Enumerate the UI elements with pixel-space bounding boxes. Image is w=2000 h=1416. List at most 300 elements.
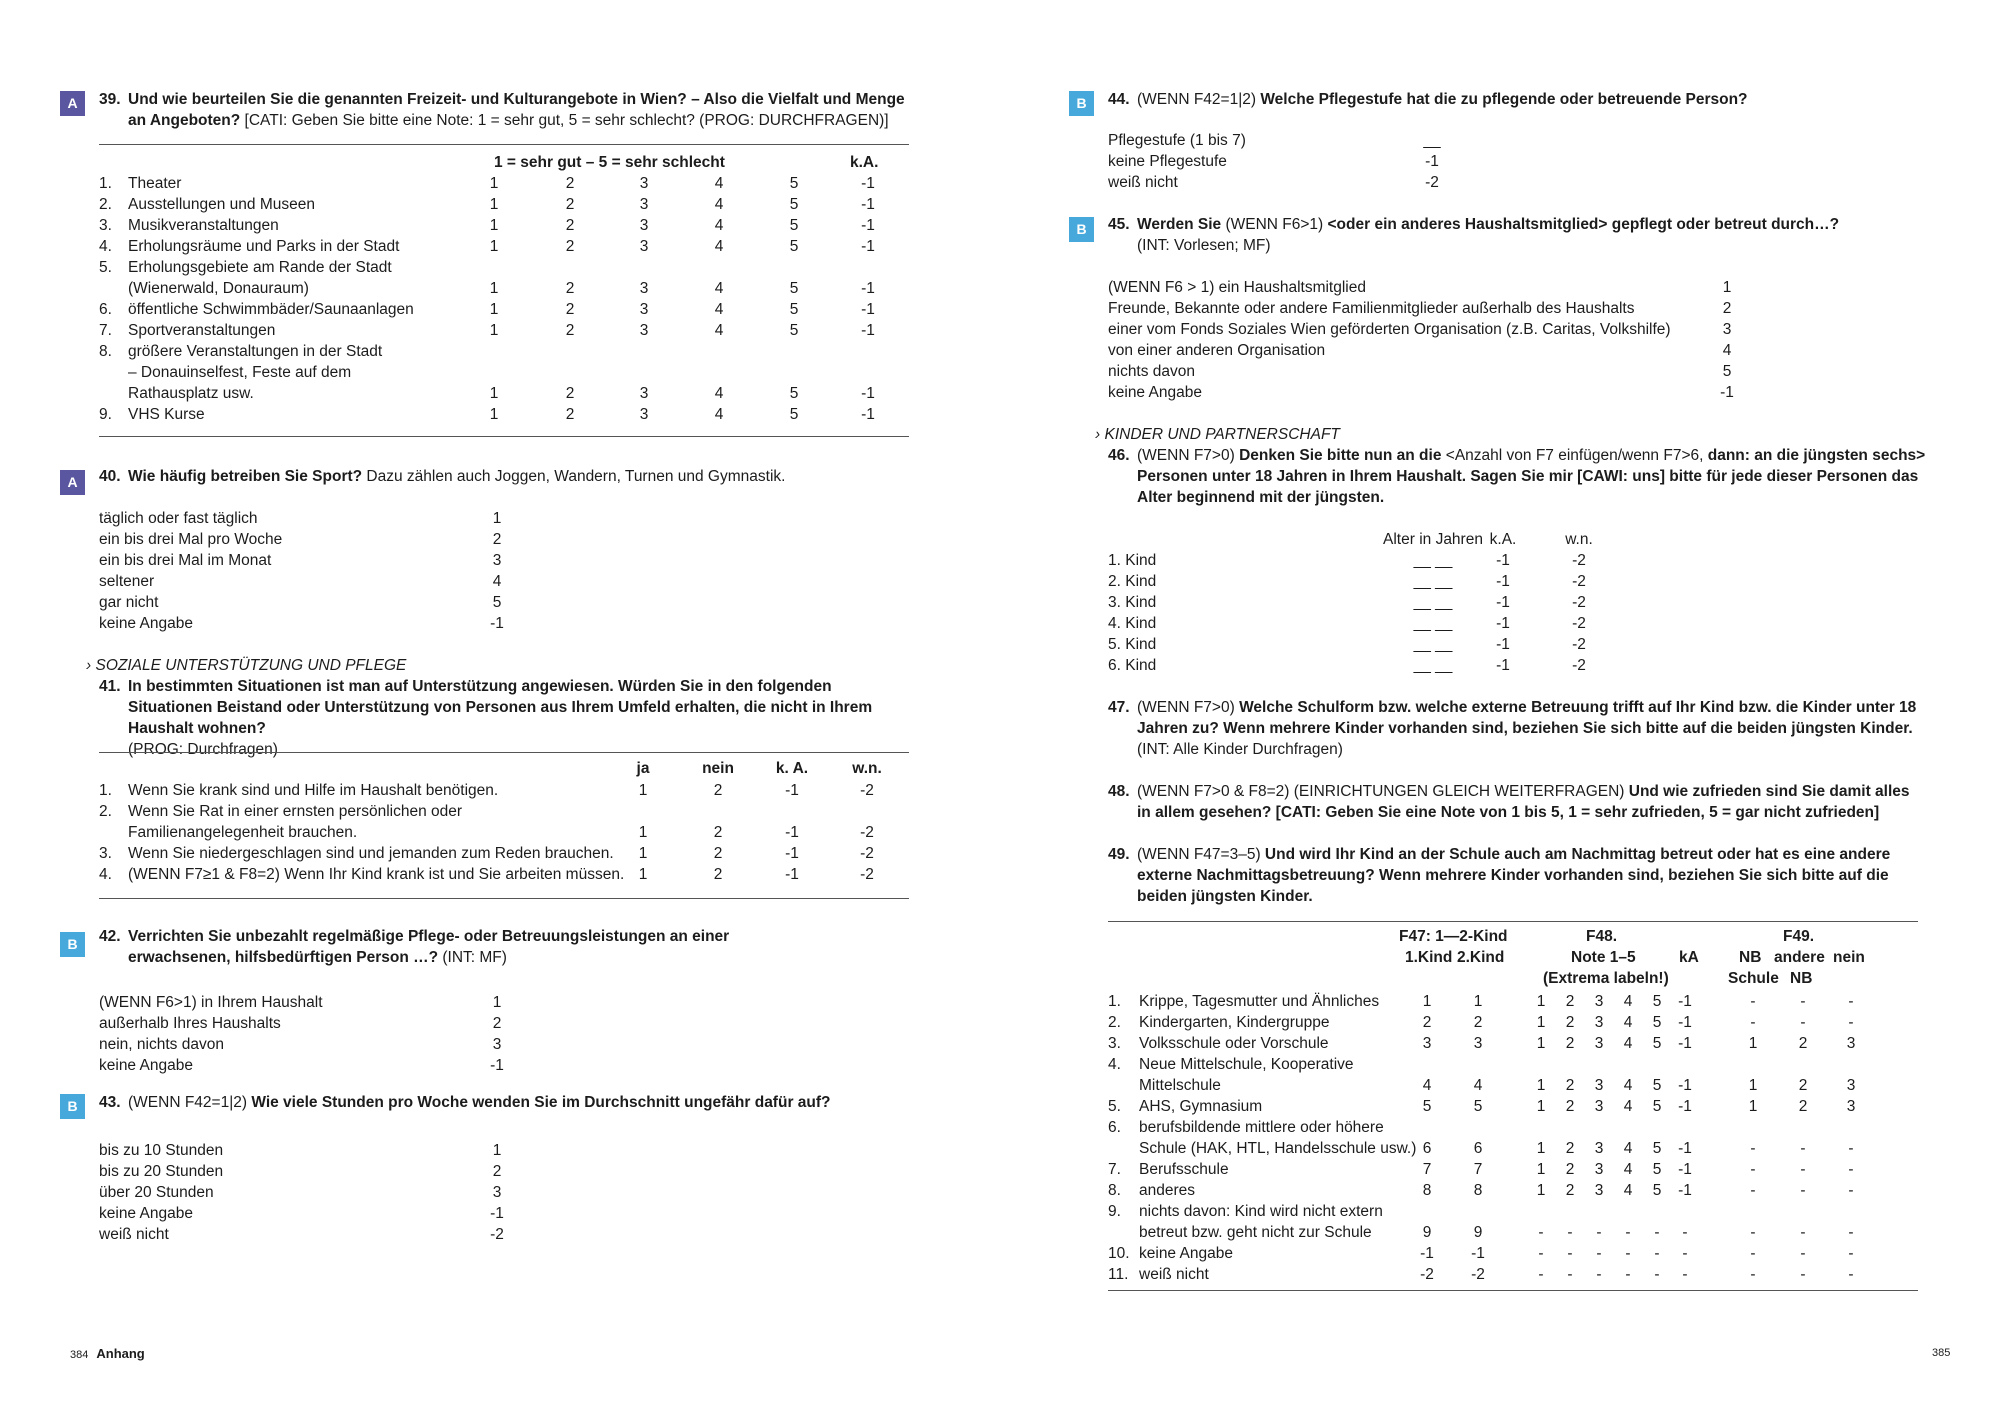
answer-code: -1 bbox=[861, 301, 875, 318]
item-label: Rathausplatz usw. bbox=[128, 385, 254, 402]
answer-code: - bbox=[1625, 1224, 1631, 1241]
item-number: 8. bbox=[99, 343, 112, 360]
answer-code: 4 bbox=[1623, 1140, 1633, 1157]
answer-code: - bbox=[1750, 1224, 1756, 1241]
answer-code: 5 bbox=[1652, 1182, 1662, 1199]
answer-code: 7 bbox=[1422, 1161, 1432, 1178]
answer-code: 5 bbox=[789, 385, 799, 402]
answer-code: -1 bbox=[861, 217, 875, 234]
answer-code: 5 bbox=[789, 406, 799, 423]
answer-code: 1 bbox=[489, 238, 499, 255]
answer-code: 4 bbox=[714, 301, 724, 318]
item-label: Familienangelegenheit brauchen. bbox=[128, 824, 358, 841]
answer-code: 1 bbox=[638, 845, 648, 862]
item-label: Wenn Sie niedergeschlagen sind und jemanden zum Reden brauchen. bbox=[128, 845, 614, 862]
column-header: Alter in Jahren bbox=[1383, 531, 1483, 548]
question-48-text: (WENN F7>0 & F8=2) (EINRICHTUNGEN GLEICH WEITERFRAGEN) Und wie zufrieden sind Sie damit alles in allem gesehen? [CATI: Geben Sie eine Note von 1 bis 5, 1 = sehr zufrieden, 5 = gar nicht zufrieden] bbox=[1137, 783, 1910, 821]
option-label: von einer anderen Organisation bbox=[1108, 342, 1326, 359]
item-label: berufsbildende mittlere oder höhere bbox=[1139, 1119, 1384, 1136]
age-blank: __ __ bbox=[1413, 573, 1453, 590]
option-label: nein, nichts davon bbox=[99, 1036, 224, 1053]
answer-code: -2 bbox=[1572, 552, 1586, 569]
item-number: 3. bbox=[1108, 1035, 1121, 1052]
answer-code: 2 bbox=[1565, 1014, 1575, 1031]
answer-code: -1 bbox=[1496, 657, 1510, 674]
q49-head-andere: andere bbox=[1774, 949, 1825, 966]
answer-code: 5 bbox=[1652, 1161, 1662, 1178]
answer-code: - bbox=[1682, 1245, 1688, 1262]
option-code: 1 bbox=[492, 1142, 502, 1159]
question-number-44: 44. bbox=[1108, 91, 1130, 108]
answer-code: 5 bbox=[789, 322, 799, 339]
answer-code: 2 bbox=[565, 406, 575, 423]
answer-code: -1 bbox=[1471, 1245, 1485, 1262]
answer-code: 5 bbox=[1652, 1014, 1662, 1031]
option-label: bis zu 20 Stunden bbox=[99, 1163, 224, 1180]
answer-code: 1 bbox=[489, 175, 499, 192]
age-blank: __ __ bbox=[1413, 594, 1453, 611]
answer-code: 4 bbox=[714, 385, 724, 402]
item-label: Mittelschule bbox=[1139, 1077, 1221, 1094]
item-number: 1. bbox=[1108, 993, 1121, 1010]
answer-code: - bbox=[1750, 1014, 1756, 1031]
q49-head-nb2: NB bbox=[1790, 970, 1813, 987]
answer-code: 3 bbox=[639, 406, 649, 423]
item-label: AHS, Gymnasium bbox=[1139, 1098, 1263, 1115]
item-number: 11. bbox=[1108, 1266, 1129, 1283]
answer-code: -1 bbox=[1678, 1077, 1692, 1094]
answer-code: - bbox=[1848, 1245, 1854, 1262]
answer-code: 1 bbox=[1536, 993, 1546, 1010]
answer-code: 7 bbox=[1473, 1161, 1483, 1178]
answer-code: 5 bbox=[789, 238, 799, 255]
q49-head-kind2: 2.Kind bbox=[1457, 949, 1505, 966]
answer-code: - bbox=[1800, 1182, 1806, 1199]
answer-code: 1 bbox=[1536, 1140, 1546, 1157]
answer-code: 4 bbox=[714, 406, 724, 423]
option-label: keine Angabe bbox=[99, 1205, 193, 1222]
section-heading-social-support: › SOZIALE UNTERSTÜTZUNG UND PFLEGE bbox=[86, 657, 407, 674]
question-number-45: 45. bbox=[1108, 216, 1130, 233]
item-label: Schule (HAK, HTL, Handelsschule usw.) bbox=[1139, 1140, 1417, 1157]
answer-code: 5 bbox=[789, 175, 799, 192]
answer-code: - bbox=[1750, 1140, 1756, 1157]
item-label: keine Angabe bbox=[1139, 1245, 1233, 1262]
option-label: weiß nicht bbox=[1108, 174, 1178, 191]
answer-code: -1 bbox=[861, 385, 875, 402]
answer-code: 5 bbox=[789, 217, 799, 234]
answer-code: 3 bbox=[1594, 993, 1604, 1010]
question-number-39: 39. bbox=[99, 91, 121, 108]
option-code: 1 bbox=[492, 510, 502, 527]
answer-code: - bbox=[1800, 1224, 1806, 1241]
answer-code: -1 bbox=[1496, 594, 1510, 611]
answer-code: 1 bbox=[489, 322, 499, 339]
item-number: 6. bbox=[99, 301, 112, 318]
answer-code: 1 bbox=[1536, 1077, 1546, 1094]
answer-code: - bbox=[1625, 1245, 1631, 1262]
answer-code: - bbox=[1567, 1266, 1573, 1283]
answer-code: -1 bbox=[1678, 1161, 1692, 1178]
answer-code: 4 bbox=[1623, 1182, 1633, 1199]
option-code: -1 bbox=[1425, 153, 1439, 170]
question-number-41: 41. bbox=[99, 678, 121, 695]
answer-code: 2 bbox=[1798, 1077, 1808, 1094]
footer-right-page-number: 385 bbox=[1932, 1347, 1951, 1359]
answer-code: -2 bbox=[1572, 573, 1586, 590]
answer-code: 1 bbox=[489, 301, 499, 318]
item-label: Volksschule oder Vorschule bbox=[1139, 1035, 1329, 1052]
item-label: Neue Mittelschule, Kooperative bbox=[1139, 1056, 1354, 1073]
q49-head-nein: nein bbox=[1833, 949, 1865, 966]
question-number-47: 47. bbox=[1108, 699, 1130, 716]
option-code: 3 bbox=[492, 1184, 502, 1201]
item-label: Ausstellungen und Museen bbox=[128, 196, 315, 213]
q49-head-note: Note 1–5 bbox=[1571, 949, 1636, 966]
answer-code: 2 bbox=[1565, 1077, 1575, 1094]
answer-code: 2 bbox=[713, 782, 723, 799]
answer-code: -2 bbox=[1572, 636, 1586, 653]
answer-code: -1 bbox=[1678, 1014, 1692, 1031]
footer-left: 384 Anhang bbox=[70, 1346, 145, 1361]
answer-code: 1 bbox=[1536, 1098, 1546, 1115]
option-code: 2 bbox=[1722, 300, 1732, 317]
item-label: Berufsschule bbox=[1139, 1161, 1229, 1178]
item-label: Erholungsgebiete am Rande der Stadt bbox=[128, 259, 392, 276]
answer-code: 3 bbox=[639, 196, 649, 213]
answer-code: 2 bbox=[565, 217, 575, 234]
answer-code: - bbox=[1567, 1224, 1573, 1241]
option-label: bis zu 10 Stunden bbox=[99, 1142, 224, 1159]
option-label: seltener bbox=[99, 573, 155, 590]
q39-scale-header: 1 = sehr gut – 5 = sehr schlecht bbox=[494, 154, 725, 171]
divider bbox=[99, 898, 909, 899]
item-number: 2. bbox=[99, 803, 112, 820]
answer-code: -1 bbox=[1496, 552, 1510, 569]
child-label: 5. Kind bbox=[1108, 636, 1157, 653]
question-number-43: 43. bbox=[99, 1094, 121, 1111]
option-label: keine Angabe bbox=[1108, 384, 1202, 401]
answer-code: 5 bbox=[1652, 1077, 1662, 1094]
item-label: Krippe, Tagesmutter und Ähnliches bbox=[1139, 993, 1380, 1010]
option-code: 3 bbox=[492, 552, 502, 569]
answer-code: 2 bbox=[1798, 1098, 1808, 1115]
item-number: 10. bbox=[1108, 1245, 1130, 1262]
answer-code: -2 bbox=[1471, 1266, 1485, 1283]
answer-code: -2 bbox=[860, 866, 874, 883]
answer-code: 4 bbox=[714, 196, 724, 213]
answer-code: - bbox=[1654, 1245, 1660, 1262]
answer-code: 5 bbox=[789, 196, 799, 213]
column-header: k. A. bbox=[775, 760, 809, 777]
question-46-text: (WENN F7>0) Denken Sie bitte nun an die <Anzahl von F7 einfügen/wenn F7>6, dann: an die jüngsten sechs> Personen unter 18 Jahren in Ihrem Haushalt. Sagen Sie mir [CAWI: uns] bitte für jede dieser Personen das Alter beginnend mit der jüngsten. bbox=[1137, 447, 1926, 506]
option-label: keine Angabe bbox=[99, 1057, 193, 1074]
answer-code: 6 bbox=[1422, 1140, 1432, 1157]
child-label: 6. Kind bbox=[1108, 657, 1157, 674]
answer-code: 5 bbox=[789, 301, 799, 318]
answer-code: 5 bbox=[1473, 1098, 1483, 1115]
item-number: 7. bbox=[1108, 1161, 1121, 1178]
category-badge-b: B bbox=[1069, 91, 1094, 116]
answer-code: -1 bbox=[1678, 1140, 1692, 1157]
answer-code: 3 bbox=[639, 238, 649, 255]
option-label: Freunde, Bekannte oder andere Familienmitglieder außerhalb des Haushalts bbox=[1108, 300, 1635, 317]
item-number: 4. bbox=[1108, 1056, 1121, 1073]
answer-code: 1 bbox=[1536, 1182, 1546, 1199]
answer-code: - bbox=[1538, 1266, 1544, 1283]
item-number: 6. bbox=[1108, 1119, 1121, 1136]
category-badge-a: A bbox=[60, 91, 85, 116]
option-code: -1 bbox=[490, 1205, 504, 1222]
answer-code: 2 bbox=[1565, 1035, 1575, 1052]
item-number: 3. bbox=[99, 217, 112, 234]
item-number: 3. bbox=[99, 845, 112, 862]
answer-code: -1 bbox=[1496, 636, 1510, 653]
option-label: über 20 Stunden bbox=[99, 1184, 214, 1201]
answer-code: 2 bbox=[565, 280, 575, 297]
child-label: 2. Kind bbox=[1108, 573, 1157, 590]
answer-code: -2 bbox=[1572, 657, 1586, 674]
option-code: 4 bbox=[1722, 342, 1732, 359]
answer-code: 2 bbox=[1798, 1035, 1808, 1052]
child-label: 4. Kind bbox=[1108, 615, 1157, 632]
answer-code: - bbox=[1848, 1140, 1854, 1157]
item-label: Sportveranstaltungen bbox=[128, 322, 276, 339]
option-code: 2 bbox=[492, 1163, 502, 1180]
answer-code: - bbox=[1848, 1224, 1854, 1241]
answer-code: 1 bbox=[489, 217, 499, 234]
answer-code: -1 bbox=[1678, 1182, 1692, 1199]
option-label: gar nicht bbox=[99, 594, 159, 611]
answer-code: -1 bbox=[1496, 615, 1510, 632]
answer-code: 1 bbox=[1536, 1161, 1546, 1178]
answer-code: - bbox=[1567, 1245, 1573, 1262]
q49-head-schule: Schule bbox=[1728, 970, 1779, 987]
answer-code: 2 bbox=[565, 385, 575, 402]
answer-code: - bbox=[1596, 1224, 1602, 1241]
answer-code: 3 bbox=[1594, 1140, 1604, 1157]
answer-code: - bbox=[1750, 1182, 1756, 1199]
item-number: 2. bbox=[99, 196, 112, 213]
answer-code: 1 bbox=[1536, 1014, 1546, 1031]
answer-code: 3 bbox=[639, 301, 649, 318]
answer-code: 3 bbox=[1594, 1014, 1604, 1031]
q39-ka-header: k.A. bbox=[850, 154, 879, 171]
age-blank: __ __ bbox=[1413, 657, 1453, 674]
child-label: 1. Kind bbox=[1108, 552, 1157, 569]
option-code: -2 bbox=[490, 1226, 504, 1243]
answer-code: 3 bbox=[639, 217, 649, 234]
item-label: größere Veranstaltungen in der Stadt bbox=[128, 343, 383, 360]
q49-head-f49: F49. bbox=[1783, 928, 1815, 945]
item-number: 8. bbox=[1108, 1182, 1121, 1199]
answer-code: -1 bbox=[785, 866, 799, 883]
answer-code: - bbox=[1654, 1266, 1660, 1283]
question-43-text: (WENN F42=1|2) Wie viele Stunden pro Woche wenden Sie im Durchschnitt ungefähr dafür auf? bbox=[128, 1094, 831, 1111]
answer-code: 3 bbox=[1594, 1098, 1604, 1115]
answer-code: 1 bbox=[638, 866, 648, 883]
answer-code: 4 bbox=[1623, 1014, 1633, 1031]
column-header: ja bbox=[636, 760, 650, 777]
item-label: Wenn Sie krank sind und Hilfe im Haushalt benötigen. bbox=[128, 782, 499, 799]
answer-code: 3 bbox=[639, 322, 649, 339]
item-label: Erholungsräume und Parks in der Stadt bbox=[128, 238, 400, 255]
option-label: täglich oder fast täglich bbox=[99, 510, 258, 527]
answer-code: 1 bbox=[489, 280, 499, 297]
answer-code: 4 bbox=[714, 280, 724, 297]
category-badge-b: B bbox=[1069, 217, 1094, 242]
answer-code: 2 bbox=[565, 238, 575, 255]
answer-code: 1 bbox=[638, 824, 648, 841]
age-blank: __ __ bbox=[1413, 552, 1453, 569]
answer-code: - bbox=[1625, 1266, 1631, 1283]
category-badge-a: A bbox=[60, 470, 85, 495]
item-label: öffentliche Schwimmbäder/Saunaanlagen bbox=[128, 301, 414, 318]
answer-code: 3 bbox=[1473, 1035, 1483, 1052]
item-number: 9. bbox=[99, 406, 112, 423]
answer-code: 3 bbox=[1594, 1161, 1604, 1178]
option-code: 2 bbox=[492, 531, 502, 548]
option-label: (WENN F6>1) in Ihrem Haushalt bbox=[99, 994, 323, 1011]
answer-code: -1 bbox=[861, 322, 875, 339]
item-label: Kindergarten, Kindergruppe bbox=[1139, 1014, 1330, 1031]
answer-code: - bbox=[1800, 993, 1806, 1010]
answer-code: 5 bbox=[1652, 1098, 1662, 1115]
q49-head-extrema: (Extrema labeln!) bbox=[1543, 970, 1669, 987]
answer-code: - bbox=[1750, 993, 1756, 1010]
option-code: 3 bbox=[492, 1036, 502, 1053]
answer-code: -1 bbox=[1678, 1035, 1692, 1052]
answer-code: 1 bbox=[1473, 993, 1483, 1010]
item-number: 1. bbox=[99, 782, 112, 799]
answer-code: - bbox=[1848, 993, 1854, 1010]
answer-code: - bbox=[1800, 1014, 1806, 1031]
question-number-46: 46. bbox=[1108, 447, 1130, 464]
option-code: 2 bbox=[492, 1015, 502, 1032]
answer-code: -1 bbox=[785, 845, 799, 862]
category-badge-b: B bbox=[60, 932, 85, 957]
item-number: 5. bbox=[1108, 1098, 1121, 1115]
answer-code: 2 bbox=[565, 196, 575, 213]
item-label: Musikveranstaltungen bbox=[128, 217, 279, 234]
item-number: 9. bbox=[1108, 1203, 1121, 1220]
item-number: 1. bbox=[99, 175, 112, 192]
option-code: __ bbox=[1423, 132, 1441, 149]
item-label: Theater bbox=[128, 175, 182, 192]
answer-code: 1 bbox=[1748, 1098, 1758, 1115]
answer-code: 2 bbox=[1565, 1161, 1575, 1178]
answer-code: 4 bbox=[1623, 1161, 1633, 1178]
answer-code: 3 bbox=[1594, 1035, 1604, 1052]
answer-code: 1 bbox=[489, 196, 499, 213]
answer-code: 4 bbox=[1422, 1077, 1432, 1094]
answer-code: -1 bbox=[861, 175, 875, 192]
answer-code: 3 bbox=[1422, 1035, 1432, 1052]
answer-code: -1 bbox=[785, 782, 799, 799]
answer-code: 2 bbox=[713, 824, 723, 841]
q49-head-f47: F47: 1—2-Kind bbox=[1399, 928, 1508, 945]
answer-code: 6 bbox=[1473, 1140, 1483, 1157]
answer-code: - bbox=[1682, 1266, 1688, 1283]
answer-code: 4 bbox=[1623, 1077, 1633, 1094]
answer-code: - bbox=[1848, 1266, 1854, 1283]
answer-code: 2 bbox=[1565, 993, 1575, 1010]
item-label: – Donauinselfest, Feste auf dem bbox=[128, 364, 352, 381]
answer-code: 8 bbox=[1473, 1182, 1483, 1199]
column-header: w.n. bbox=[852, 760, 882, 777]
answer-code: 5 bbox=[789, 280, 799, 297]
option-code: 1 bbox=[1722, 279, 1732, 296]
option-label: Pflegestufe (1 bis 7) bbox=[1108, 132, 1246, 149]
answer-code: 1 bbox=[1748, 1035, 1758, 1052]
divider bbox=[1108, 1290, 1918, 1291]
item-label: (Wienerwald, Donauraum) bbox=[128, 280, 309, 297]
answer-code: 2 bbox=[1565, 1140, 1575, 1157]
question-44-text: (WENN F42=1|2) Welche Pflegestufe hat die zu pflegende oder betreuende Person? bbox=[1137, 91, 1748, 108]
answer-code: -2 bbox=[1572, 594, 1586, 611]
question-49-text: (WENN F47=3–5) Und wird Ihr Kind an der Schule auch am Nachmittag betreut oder hat es eine andere externe Nachmittagsbetreuung? Wenn mehrere Kinder vorhanden sind, beziehen Sie sich bitte auf die beiden jüngsten Kinder. bbox=[1137, 846, 1891, 905]
option-label: einer vom Fonds Soziales Wien geförderten Organisation (z.B. Caritas, Volkshilfe) bbox=[1108, 321, 1671, 338]
item-label: (WENN F7≥1 & F8=2) Wenn Ihr Kind krank ist und Sie arbeiten müssen. bbox=[128, 866, 625, 883]
answer-code: 4 bbox=[714, 175, 724, 192]
answer-code: 5 bbox=[1652, 993, 1662, 1010]
child-label: 3. Kind bbox=[1108, 594, 1157, 611]
option-code: 5 bbox=[1722, 363, 1732, 380]
answer-code: 5 bbox=[1422, 1098, 1432, 1115]
answer-code: 3 bbox=[639, 385, 649, 402]
section-heading-children: › KINDER UND PARTNERSCHAFT bbox=[1095, 426, 1340, 443]
answer-code: - bbox=[1750, 1266, 1756, 1283]
question-41-text: In bestimmten Situationen ist man auf Unterstützung angewiesen. Würden Sie in den folgenden Situationen Beistand oder Unterstützung von Personen aus Ihrem Umfeld erhalten, die nicht in Ihrem Haushalt wohnen? (PROG: Durchfragen) bbox=[128, 678, 873, 758]
answer-code: -2 bbox=[860, 845, 874, 862]
answer-code: 1 bbox=[489, 385, 499, 402]
answer-code: - bbox=[1596, 1266, 1602, 1283]
question-40-text: Wie häufig betreiben Sie Sport? Dazu zählen auch Joggen, Wandern, Turnen und Gymnastik. bbox=[128, 468, 786, 485]
question-47-text: (WENN F7>0) Welche Schulform bzw. welche externe Betreuung trifft auf Ihr Kind bzw. die Kinder unter 18 Jahren zu? Wenn mehrere Kinder vorhanden sind, beziehen Sie sich bitte auf die beiden jüngsten Kinder. (INT: Alle Kinder Durchfragen) bbox=[1137, 699, 1917, 758]
answer-code: - bbox=[1596, 1245, 1602, 1262]
column-header: nein bbox=[702, 760, 734, 777]
item-label: nichts davon: Kind wird nicht extern bbox=[1139, 1203, 1383, 1220]
answer-code: 1 bbox=[638, 782, 648, 799]
answer-code: - bbox=[1682, 1224, 1688, 1241]
divider bbox=[99, 752, 909, 753]
item-number: 4. bbox=[99, 238, 112, 255]
answer-code: 9 bbox=[1422, 1224, 1432, 1241]
answer-code: -1 bbox=[785, 824, 799, 841]
answer-code: 4 bbox=[1623, 1035, 1633, 1052]
answer-code: 2 bbox=[1473, 1014, 1483, 1031]
q49-head-f48: F48. bbox=[1586, 928, 1618, 945]
answer-code: 2 bbox=[565, 301, 575, 318]
answer-code: 3 bbox=[1846, 1035, 1856, 1052]
item-label: Wenn Sie Rat in einer ernsten persönlichen oder bbox=[128, 803, 463, 820]
question-number-42: 42. bbox=[99, 928, 121, 945]
q49-head-ka: kA bbox=[1679, 949, 1699, 966]
answer-code: - bbox=[1800, 1245, 1806, 1262]
divider bbox=[99, 436, 909, 437]
option-code: -2 bbox=[1425, 174, 1439, 191]
question-39-text: Und wie beurteilen Sie die genannten Freizeit- und Kulturangebote in Wien? – Also die Vielfalt und Menge an Angeboten? [CATI: Geben Sie bitte eine Note: 1 = sehr gut, 5 = sehr schlecht? (PROG: DURCHFRAGEN)] bbox=[128, 91, 905, 129]
option-label: nichts davon bbox=[1108, 363, 1196, 380]
answer-code: 3 bbox=[1594, 1077, 1604, 1094]
answer-code: 4 bbox=[714, 217, 724, 234]
q49-head-nb: NB bbox=[1739, 949, 1762, 966]
age-blank: __ __ bbox=[1413, 636, 1453, 653]
answer-code: - bbox=[1750, 1245, 1756, 1262]
answer-code: 1 bbox=[1748, 1077, 1758, 1094]
question-45-text: Werden Sie (WENN F6>1) <oder ein anderes Haushaltsmitglied> gepflegt oder betreut durch…? (INT: Vorlesen; MF) bbox=[1137, 216, 1840, 254]
option-label: außerhalb Ihres Haushalts bbox=[99, 1015, 281, 1032]
